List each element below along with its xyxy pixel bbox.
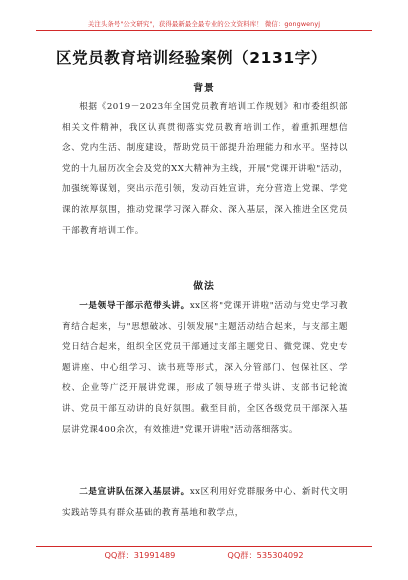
footer-contact (0, 550, 408, 561)
header-banner: 关注头条号"公文研究"，获得最新最全最专业的公文资料库！ 微信：gongwenyj (87, 20, 321, 28)
footer-qq-1: QQ群：31991489 (104, 550, 176, 560)
section-heading-practice: 做法 (193, 281, 215, 292)
paragraph-lead: 二是宣讲队伍深入基层讲。 (79, 487, 190, 497)
paragraph-practice-2 (62, 482, 348, 523)
paragraph-text: xx区利用好党群服务中心、新时代文明实践站等具有群众基础的教育基地和教学点， (62, 487, 348, 518)
page-title: 区党员教育培训经验案例（2131字） (56, 49, 327, 67)
paragraph-lead: 一是领导干部示范带头讲。 (79, 301, 190, 311)
paragraph-text: xx区将"党课开讲啦"活动与党史学习教育结合起来，与"思想破冰、引领发展"主题活动结合起来，与支部主题党日结合起来，组织全区党员干部通过支部主题党日、微党课、党史专题讲座、中心组学习、读书班等形式，深入分管部门、包保社区、学校、企业等广泛开展讲党课，形成了领导班子带头讲、支部书记轮流讲、党员干部互动讲的良好氛围。截至目前，全区各级党员干部深入基层讲党课400余次，有效推进"党课开讲啦"活动落细落实。 (62, 301, 348, 435)
section-heading-background: 背景 (193, 83, 215, 94)
paragraph-practice-1 (62, 296, 348, 440)
paragraph-text: 根据《2019－2023年全国党员教育培训工作规划》和市委组织部相关文件精神，我区认真贯彻落实党员教育培训工作，着重抓理想信念、党内生活、制度建设，帮助党员干部提升治理能力和水平。坚持以党的十九届历次全会及党的XX大精神为主线，开展"党课开讲啦"活动，加强统筹谋划，突出示范引领，发动百姓宣讲，充分营造上党课、学党课的浓厚氛围，推动党课学习深入群众、深入基层，深入推进全区党员干部教育培训工作。 (62, 102, 348, 236)
footer-qq-2: QQ群：535304092 (227, 550, 304, 560)
paragraph-background (62, 97, 348, 241)
header-divider (36, 30, 372, 31)
footer-divider (36, 546, 372, 547)
